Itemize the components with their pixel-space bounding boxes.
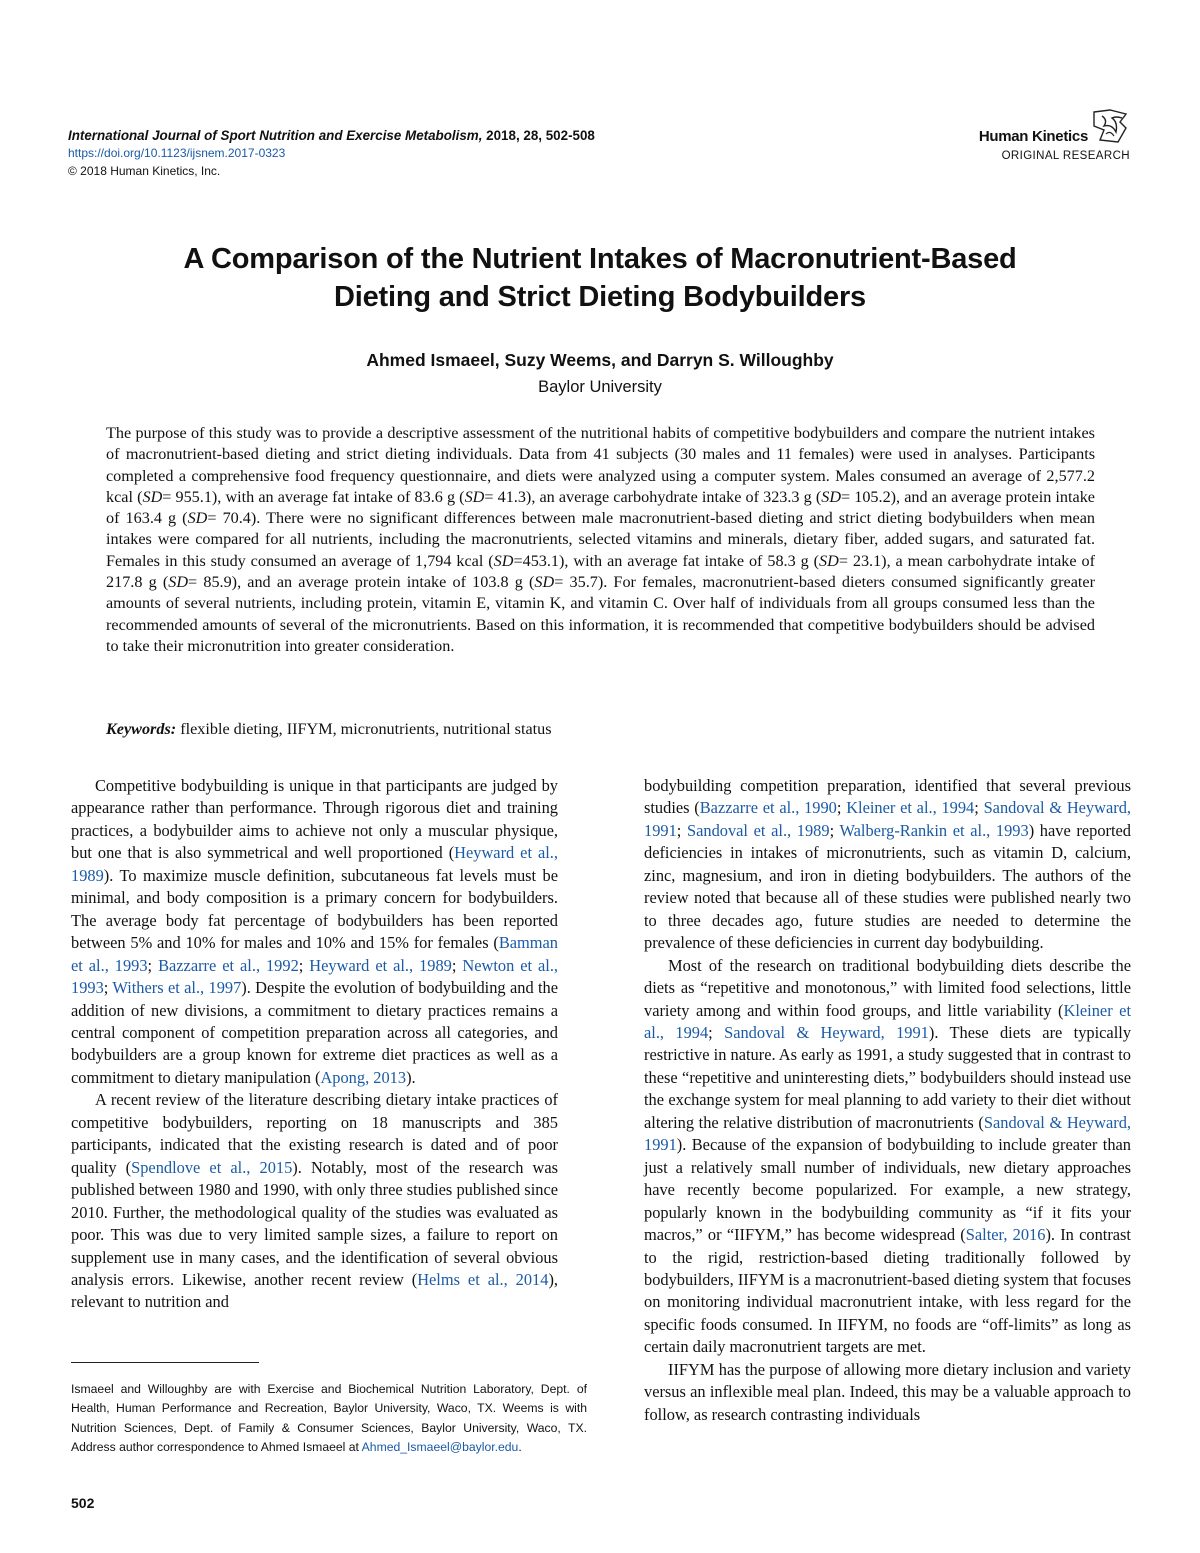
citation-link[interactable]: Bazzarre et al., 1992 <box>158 955 299 975</box>
citation-link[interactable]: Sandoval et al., 1989 <box>686 820 830 840</box>
citation-link[interactable]: Heyward et al., 1989 <box>71 843 558 885</box>
body-paragraph: bodybuilding competition preparation, identified that several previous studies (Bazzarre et al., 1990; Kleiner et al., 1994; Sandoval & Heyward, 1991; Sandoval et al., 1989; Walberg-Rankin et al., 1993) have reported deficiencies in intakes of micronutrients, such as vitamin D, calcium, zinc, magnesium, and iron in dieting bodybuilders. The authors of the review noted that because all of these studies were published nearly two to three decades ago, future studies are needed to determine the prevalence of these deficiencies in current day bodybuilding. <box>644 776 1132 953</box>
citation-link[interactable]: Sandoval & Heyward, 1991 <box>644 1112 1131 1155</box>
journal-citation <box>68 128 595 143</box>
article-title <box>80 240 1120 316</box>
keywords-list: flexible dieting, IIFYM, micronutrients, nutritional status <box>176 720 552 738</box>
citation-link[interactable]: Bamman et al., 1993 <box>71 933 558 975</box>
author-footnote: Ismaeel and Willoughby are with Exercise and Biochemical Nutrition Laboratory, Dept. of Health, Human Performance and Recreation, Baylor University, Waco, TX. Weems is with Nutrition Sciences, Dept. of Family & Consumer Sciences, Baylor University, Waco, TX. Address author correspondence to Ahmed Ismaeel at Ahmed_Ismaeel@baylor.edu. <box>71 1382 587 1454</box>
author-list: Ahmed Ismaeel, Suzy Weems, and Darryn S. Willoughby <box>366 350 834 370</box>
article-type-label: ORIGINAL RESEARCH <box>1001 150 1130 162</box>
footnote-divider <box>71 1362 259 1363</box>
title-line-1: A Comparison of the Nutrient Intakes of Macronutrient-Based <box>183 243 1017 275</box>
citation-link[interactable]: Bazzarre et al., 1990 <box>699 798 837 818</box>
page-number: 502 <box>71 1495 95 1511</box>
body-column-right <box>644 775 1131 1426</box>
citation-link[interactable]: Withers et al., 1997 <box>112 978 242 998</box>
citation-link[interactable]: Kleiner et al., 1994 <box>644 1000 1131 1042</box>
journal-volume: 2018, 28, 502-508 <box>482 128 595 143</box>
body-paragraph: Competitive bodybuilding is unique in that participants are judged by appearance rather than performance. Through rigorous diet and training practices, a bodybuilder aims to achieve not only a muscular physique, but one that is also symmetrical and well proportioned (Heyward et al., 1989). To maximize muscle definition, subcutaneous fat levels must be minimal, and body composition is a primary concern for bodybuilders. The average body fat percentage of bodybuilders has been reported between 5% and 10% for males and 10% and 15% for females (Bamman et al., 1993; Bazzarre et al., 1992; Heyward et al., 1989; Newton et al., 1993; Withers et al., 1997). Despite the evolution of bodybuilding and the addition of new divisions, a commitment to dietary practices remains a central component of competition preparation across all categories, and bodybuilders are a group known for extreme diet practices as well as a commitment to dietary manipulation (Apong, 2013). <box>71 776 559 1087</box>
citation-link[interactable]: Newton et al., 1993 <box>71 955 559 998</box>
keywords <box>106 720 1095 739</box>
title-line-2: Dieting and Strict Dieting Bodybuilders <box>334 281 866 313</box>
correspondence-email-link[interactable]: Ahmed_Ismaeel@baylor.edu <box>361 1439 519 1454</box>
journal-title: International Journal of Sport Nutrition and Exercise Metabolism, <box>68 128 483 143</box>
doi-link[interactable]: https://doi.org/10.1123/ijsnem.2017-0323 <box>68 146 286 160</box>
citation-link[interactable]: Sandoval & Heyward, 1991 <box>644 798 1131 840</box>
body-paragraph: Most of the research on traditional bodybuilding diets describe the diets as “repetitive and monotonous,” with limited food selections, little variety among and within food groups, and little variability (Kleiner et al., 1994; Sandoval & Heyward, 1991). These diets are typically restrictive in nature. As early as 1991, a study suggested that in contrast to these “repetitive and uninteresting diets,” bodybuilders should instead use the exchange system for meal planning to add variety to their diet without altering the relative distribution of macronutrients (Sandoval & Heyward, 1991). Because of the expansion of bodybuilding to include greater than just a relatively small number of individuals, new dietary approaches have recently become popularized. For example, a new strategy, popularly known in the bodybuilding community as “if it fits your macros,” or “IIFYM,” has become widespread (Salter, 2016). In contrast to the rigid, restriction-based dieting traditionally followed by bodybuilders, IIFYM is a macronutrient-based dieting system that focuses on monitoring individual macronutrient intake, with less regard for the specific foods consumed. In IIFYM, no foods are “off-limits” as long as certain daily macronutrient targets are met. <box>644 955 1132 1357</box>
body-paragraph: A recent review of the literature describing dietary intake practices of competitive bodybuilders, reporting on 18 manuscripts and 385 participants, indicated that the existing research is dated and of poor quality (Spendlove et al., 2015). Notably, most of the research was published between 1980 and 1990, with only three studies published since 2010. Further, the methodological quality of the studies was evaluated as poor. This was due to very limited sample sizes, a failure to report on supplement use in many cases, and the identification of several obvious analysis errors. Likewise, another recent review (Helms et al., 2014), relevant to nutrition and <box>71 1090 558 1312</box>
citation-link[interactable]: Apong, 2013 <box>320 1067 407 1087</box>
citation-link[interactable]: Salter, 2016 <box>965 1225 1046 1245</box>
citation-link[interactable]: Heyward et al., 1989 <box>309 955 452 975</box>
body-paragraph: IIFYM has the purpose of allowing more dietary inclusion and variety versus an inflexible meal plan. Indeed, this may be a valuable approach to follow, as research contrasting individuals <box>644 1359 1131 1424</box>
abstract: The purpose of this study was to provide a descriptive assessment of the nutritional habits of competitive bodybuilders and compare the nutrient intakes of macronutrient-based dieting and strict dieting individuals. Data from 41 subjects (30 males and 11 females) were used in analyses. Participants completed a comprehensive food frequency questionnaire, and diets were analyzed using a computer system. Males consumed an average of 2,577.2 kcal (SD= 955.1), with an average fat intake of 83.6 g (SD= 41.3), an average carbohydrate intake of 323.3 g (SD= 105.2), and an average protein intake of 163.4 g (SD= 70.4). There were no significant differences between male macronutrient-based dieting and strict dieting bodybuilders when mean intakes were compared for all nutrients, including the macronutrients, selected vitamins and minerals, dietary fiber, added sugars, and saturated fat. Females in this study consumed an average of 1,794 kcal (SD=453.1), with an average fat intake of 58.3 g (SD= 23.1), a mean carbohydrate intake of 217.8 g (SD= 85.9), and an average protein intake of 103.8 g (SD= 35.7). For females, macronutrient-based dieters consumed significantly greater amounts of several nutrients, including protein, vitamin E, vitamin K, and vitamin C. Over half of individuals from all groups consumed less than the recommended amounts of several of the micronutrients. Based on this information, it is recommended that competitive bodybuilders should be advised to take their micronutrition into greater consideration. <box>106 424 1095 655</box>
citation-link[interactable]: Spendlove et al., 2015 <box>131 1157 293 1177</box>
citation-link[interactable]: Kleiner et al., 1994 <box>846 798 975 818</box>
copyright-notice: © 2018 Human Kinetics, Inc. <box>68 164 221 178</box>
keywords-label: Keywords: <box>106 720 177 738</box>
citation-link[interactable]: Helms et al., 2014 <box>417 1269 549 1289</box>
publisher-block <box>932 108 1132 176</box>
body-column-left <box>71 775 558 1314</box>
citation-link[interactable]: Walberg-Rankin et al., 1993 <box>839 820 1029 840</box>
publisher-name: Human Kinetics <box>978 128 1088 145</box>
human-kinetics-logo-icon <box>1090 108 1130 144</box>
author-affiliation: Baylor University <box>538 378 662 396</box>
citation-link[interactable]: Sandoval & Heyward, 1991 <box>724 1022 929 1042</box>
journal-header <box>68 128 1132 188</box>
